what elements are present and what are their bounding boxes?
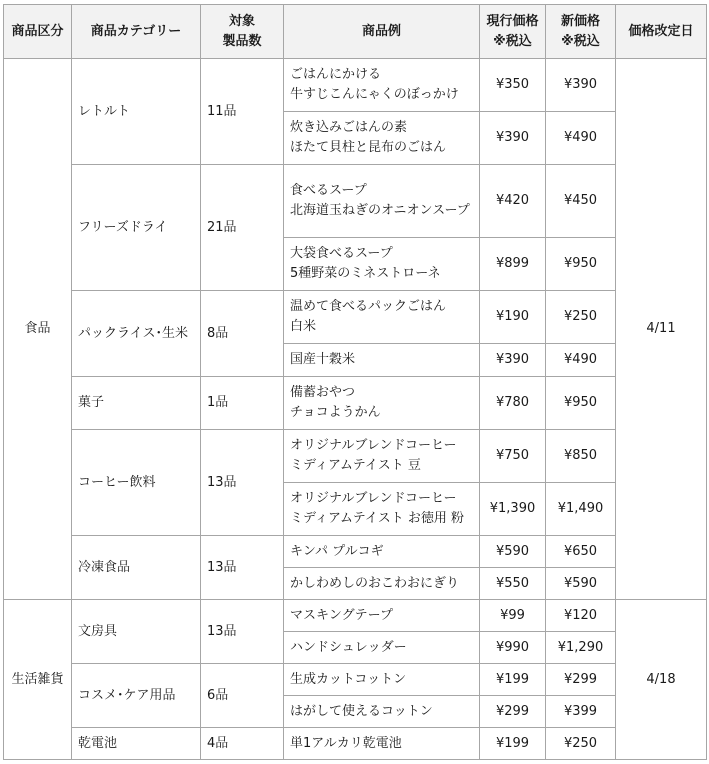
new-price-cell: ¥850 bbox=[546, 430, 616, 483]
header-new-price bbox=[546, 5, 616, 59]
count-cell: 13品 bbox=[201, 430, 284, 536]
count-cell: 8品 bbox=[201, 291, 284, 377]
table-row bbox=[4, 291, 707, 344]
category-cell: 文房具 bbox=[72, 600, 201, 664]
new-price-cell: ¥450 bbox=[546, 165, 616, 238]
new-price-cell: ¥250 bbox=[546, 291, 616, 344]
category-cell: パックライス･生米 bbox=[72, 291, 201, 377]
product-cell: はがして使えるコットン bbox=[284, 696, 480, 728]
product-line1: ごはんにかける bbox=[290, 67, 382, 82]
table-row bbox=[4, 165, 707, 238]
current-price-cell: ¥750 bbox=[480, 430, 546, 483]
count-cell: 13品 bbox=[201, 600, 284, 664]
current-price-cell: ¥350 bbox=[480, 59, 546, 112]
current-price-cell: ¥390 bbox=[480, 344, 546, 377]
product-cell bbox=[284, 59, 480, 112]
header-category: 商品カテゴリー bbox=[72, 5, 201, 59]
date-cell: 4/18 bbox=[616, 600, 707, 760]
new-price-cell: ¥490 bbox=[546, 112, 616, 165]
current-price-cell: ¥199 bbox=[480, 664, 546, 696]
current-price-cell: ¥899 bbox=[480, 238, 546, 291]
product-line1: 大袋食べるスープ bbox=[290, 246, 393, 261]
division-cell: 生活雑貨 bbox=[4, 600, 72, 760]
product-line2: ミディアムテイスト お徳用 粉 bbox=[290, 511, 465, 526]
new-price-cell: ¥399 bbox=[546, 696, 616, 728]
new-price-cell: ¥950 bbox=[546, 377, 616, 430]
current-price-cell: ¥780 bbox=[480, 377, 546, 430]
header-count bbox=[201, 5, 284, 59]
product-line1: オリジナルブレンドコーヒー bbox=[290, 491, 457, 506]
new-price-cell: ¥590 bbox=[546, 568, 616, 600]
new-price-cell: ¥650 bbox=[546, 536, 616, 568]
product-line2: ほたて貝柱と昆布のごはん bbox=[290, 140, 447, 155]
product-cell bbox=[284, 112, 480, 165]
new-price-cell: ¥299 bbox=[546, 664, 616, 696]
count-cell: 21品 bbox=[201, 165, 284, 291]
product-cell: 単1アルカリ乾電池 bbox=[284, 728, 480, 760]
header-new-line2: ※税込 bbox=[561, 33, 600, 49]
header-current-line1: 現行価格 bbox=[486, 13, 539, 29]
product-line2: 北海道玉ねぎのオニオンスープ bbox=[290, 203, 470, 218]
product-line2: チョコようかん bbox=[290, 405, 381, 420]
product-cell bbox=[284, 291, 480, 344]
current-price-cell: ¥1,390 bbox=[480, 483, 546, 536]
product-cell: マスキングテープ bbox=[284, 600, 480, 632]
product-line1: 食べるスープ bbox=[290, 183, 367, 198]
product-line1: 炊き込みごはんの素 bbox=[290, 120, 408, 135]
header-count-line2: 製品数 bbox=[222, 33, 262, 49]
new-price-cell: ¥120 bbox=[546, 600, 616, 632]
division-cell: 食品 bbox=[4, 59, 72, 600]
header-current-price bbox=[480, 5, 546, 59]
current-price-cell: ¥190 bbox=[480, 291, 546, 344]
category-cell: コーヒー飲料 bbox=[72, 430, 201, 536]
product-line1: 温めて食べるパックごはん bbox=[290, 299, 447, 314]
product-cell bbox=[284, 483, 480, 536]
product-cell: キンパ プルコギ bbox=[284, 536, 480, 568]
current-price-cell: ¥390 bbox=[480, 112, 546, 165]
product-cell bbox=[284, 165, 480, 238]
count-cell: 13品 bbox=[201, 536, 284, 600]
header-row bbox=[4, 5, 707, 59]
current-price-cell: ¥420 bbox=[480, 165, 546, 238]
category-cell: 乾電池 bbox=[72, 728, 201, 760]
count-cell: 1品 bbox=[201, 377, 284, 430]
count-cell: 11品 bbox=[201, 59, 284, 165]
header-count-line1: 対象 bbox=[228, 13, 255, 29]
product-line2: ミディアムテイスト 豆 bbox=[290, 458, 421, 473]
product-cell: 生成カットコットン bbox=[284, 664, 480, 696]
product-cell: かしわめしのおこわおにぎり bbox=[284, 568, 480, 600]
count-cell: 4品 bbox=[201, 728, 284, 760]
price-revision-table bbox=[3, 4, 707, 760]
current-price-cell: ¥590 bbox=[480, 536, 546, 568]
current-price-cell: ¥199 bbox=[480, 728, 546, 760]
new-price-cell: ¥1,290 bbox=[546, 632, 616, 664]
header-current-line2: ※税込 bbox=[493, 33, 532, 49]
table-row bbox=[4, 59, 707, 112]
header-new-line1: 新価格 bbox=[560, 13, 600, 29]
product-cell bbox=[284, 238, 480, 291]
product-line2: 白米 bbox=[290, 319, 317, 334]
product-line1: 備蓄おやつ bbox=[290, 385, 356, 400]
product-line1: オリジナルブレンドコーヒー bbox=[290, 438, 457, 453]
date-cell: 4/11 bbox=[616, 59, 707, 600]
table-row bbox=[4, 377, 707, 430]
new-price-cell: ¥250 bbox=[546, 728, 616, 760]
new-price-cell: ¥1,490 bbox=[546, 483, 616, 536]
header-example: 商品例 bbox=[284, 5, 480, 59]
new-price-cell: ¥950 bbox=[546, 238, 616, 291]
table-row bbox=[4, 536, 707, 568]
product-cell bbox=[284, 430, 480, 483]
product-line2: 牛すじこんにゃくのぼっかけ bbox=[290, 87, 459, 102]
header-division: 商品区分 bbox=[4, 5, 72, 59]
table-row bbox=[4, 664, 707, 696]
current-price-cell: ¥99 bbox=[480, 600, 546, 632]
table-row bbox=[4, 430, 707, 483]
count-cell: 6品 bbox=[201, 664, 284, 728]
new-price-cell: ¥490 bbox=[546, 344, 616, 377]
table-row bbox=[4, 600, 707, 632]
category-cell: コスメ･ケア用品 bbox=[72, 664, 201, 728]
current-price-cell: ¥550 bbox=[480, 568, 546, 600]
header-date: 価格改定日 bbox=[616, 5, 707, 59]
product-cell bbox=[284, 377, 480, 430]
product-line2: 5種野菜のミネストローネ bbox=[290, 266, 441, 281]
current-price-cell: ¥990 bbox=[480, 632, 546, 664]
category-cell: フリーズドライ bbox=[72, 165, 201, 291]
table-row bbox=[4, 728, 707, 760]
category-cell: 菓子 bbox=[72, 377, 201, 430]
category-cell: 冷凍食品 bbox=[72, 536, 201, 600]
product-cell: 国産十穀米 bbox=[284, 344, 480, 377]
category-cell: レトルト bbox=[72, 59, 201, 165]
product-cell: ハンドシュレッダー bbox=[284, 632, 480, 664]
current-price-cell: ¥299 bbox=[480, 696, 546, 728]
new-price-cell: ¥390 bbox=[546, 59, 616, 112]
